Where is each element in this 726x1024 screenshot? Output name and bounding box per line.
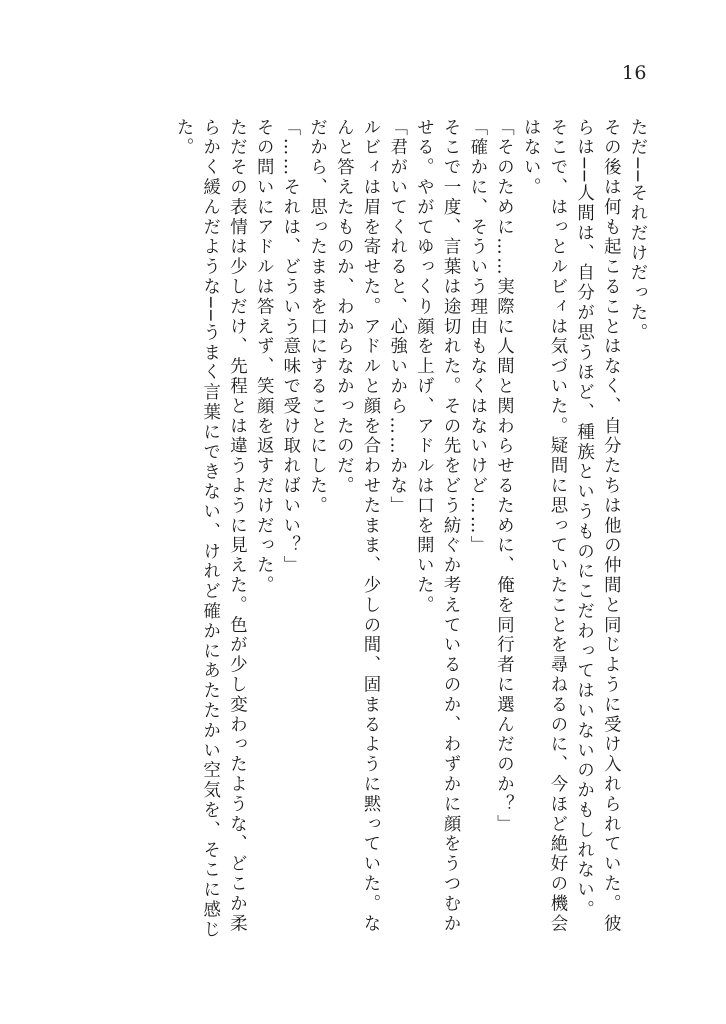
- text-line: ただその表情は少しだけ、先程とは違うように見えた。色が少し変わったような、どこか柔: [226, 118, 247, 934]
- text-line: はない。: [520, 118, 541, 198]
- text-line: らかく緩んだような──うまく言葉にできない、けれど確かにあたたかい空気を、そこに感じ: [199, 118, 220, 940]
- vertical-text-body: [50, 118, 650, 958]
- text-line: 「そのために……実際に人間と関わらせるために、俺を同行者に選んだのか？」: [493, 118, 514, 835]
- text-line: た。: [173, 118, 194, 158]
- text-line: その問いにアドルは答えず、笑顔を返すだけだった。: [253, 118, 274, 596]
- page-number: 16: [621, 62, 647, 84]
- text-line: そこで一度、言葉は途切れた。その先をどう紡ぐか考えているのか、わずかに顔をうつむか: [440, 118, 461, 934]
- text-line: んと答えたものか、わからなかったのだ。: [333, 118, 354, 497]
- text-line: 「……それは、どういう意味で受け取ればいい？」: [279, 118, 300, 576]
- text-line: ルビィは眉を寄せた。アドルと顔を合わせたまま、少しの間、固まるように黙っていた。な: [359, 118, 380, 934]
- text-line: らは──人間は、自分が思うほど、種族というものにこだわってはいないのかもしれない。: [573, 118, 594, 921]
- text-line: 「確かに、そういう理由もなくはないけど……」: [466, 118, 487, 556]
- text-line: だから、思ったままを口にすることにした。: [306, 118, 327, 516]
- text-line: そこで、はっとルビィは気づいた。疑問に思っていたことを尋ねるのに、今ほど絶好の機会: [546, 118, 567, 934]
- text-line: その後は何も起こることはなく、自分たちは他の仲間と同じように受け入れられていた。彼: [600, 118, 621, 934]
- text-line: せる。やがてゆっくり顔を上げ、アドルは口を開いた。: [413, 118, 434, 616]
- text-line: ただ──それだけだった。: [627, 118, 647, 343]
- text-line: 「君がいてくれると、心強いから……かな」: [386, 118, 407, 516]
